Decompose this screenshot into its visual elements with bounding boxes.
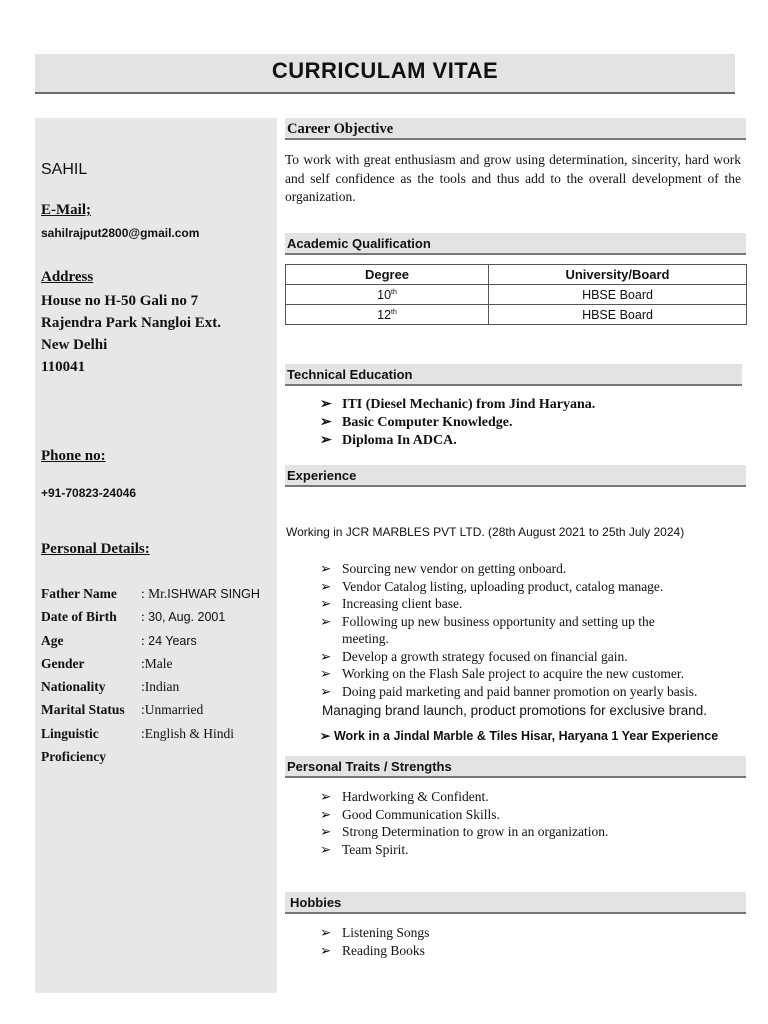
personal-sep: : (141, 702, 145, 717)
personal-value: 30, Aug. 2001 (148, 610, 226, 624)
arrow-bullet-icon: ➢ (320, 789, 332, 804)
arrow-bullet-icon: ➢ (320, 561, 332, 576)
personal-sep: : (141, 633, 145, 648)
address-line: New Delhi (41, 337, 108, 353)
arrow-bullet-icon: ➢ (320, 613, 332, 629)
candidate-name: SAHIL (41, 161, 88, 178)
email-label: E-Mail; (41, 202, 91, 218)
personal-value: Indian (144, 679, 180, 694)
table-row (286, 305, 747, 325)
personal-row-gender (41, 656, 173, 672)
list-item: ➢ Doing paid marketing and paid banner promotion on yearly basis. (320, 683, 698, 699)
arrow-bullet-icon: ➢ (320, 596, 332, 611)
personal-row-age (41, 633, 197, 649)
phone-value: +91-70823-24046 (41, 486, 137, 500)
arrow-bullet-icon: ➢ (320, 433, 332, 448)
arrow-bullet-icon: ➢ (320, 415, 332, 430)
academic-table (285, 264, 747, 325)
personal-value: English & Hindi (144, 726, 235, 741)
personal-traits-heading: Personal Traits / Strengths (285, 756, 746, 778)
arrow-bullet-icon: ➢ (320, 943, 332, 958)
degree-cell (286, 305, 489, 325)
experience-intro: Working in JCR MARBLES PVT LTD. (28th August 2021 to 25th July 2024) (286, 525, 685, 539)
personal-sep: : (141, 726, 145, 741)
address-line: Rajendra Park Nangloi Ext. (41, 315, 221, 331)
arrow-bullet-icon: ➢ (320, 397, 332, 412)
table-row (286, 285, 747, 305)
hobbies-list (320, 924, 429, 960)
experience-jindal-line: ➢ Work in a Jindal Marble & Tiles Hisar, Haryana 1 Year Experience (320, 729, 719, 743)
list-item: ➢ Good Communication Skills. (320, 806, 500, 822)
list-item: ➢ Strong Determination to grow in an organization. (320, 824, 609, 839)
list-item: ➢ Sourcing new vendor on getting onboard. (320, 561, 567, 576)
list-item-continuation: meeting. (342, 631, 389, 646)
list-item: ➢ Increasing client base. (320, 596, 463, 611)
arrow-bullet-icon: ➢ (320, 666, 332, 681)
column-header-board: University/Board (489, 265, 747, 285)
list-item: ➢ Team Spirit. (320, 841, 409, 857)
arrow-bullet-icon: ➢ (320, 824, 332, 839)
experience-extra-line: Managing brand launch, product promotions for exclusive brand. (322, 703, 707, 718)
table-header-row (286, 265, 747, 285)
address-line: House no H-50 Gali no 7 (41, 293, 199, 309)
arrow-bullet-icon: ➢ (320, 806, 332, 822)
career-objective-heading: Career Objective (285, 118, 746, 140)
technical-education-heading: Technical Education (285, 364, 742, 386)
personal-details-label: Personal Details: (41, 541, 150, 557)
personal-key: Gender (41, 656, 85, 671)
address-line: 110041 (41, 359, 86, 375)
degree-cell (286, 285, 489, 305)
arrow-bullet-icon: ➢ (320, 729, 331, 743)
degree-value: 12 (377, 307, 392, 322)
list-item: ➢ Listening Songs (320, 925, 430, 940)
board-cell: HBSE Board (489, 305, 747, 325)
academic-heading: Academic Qualification (285, 233, 746, 255)
personal-row-dob (41, 609, 225, 625)
arrow-bullet-icon: ➢ (320, 925, 332, 940)
list-item: ➢ Develop a growth strategy focused on financial gain. (320, 648, 628, 664)
traits-list (320, 788, 608, 858)
document-title: CURRICULAM VITAE (35, 54, 735, 94)
personal-key: Father Name (41, 586, 117, 601)
personal-value: Unmarried (144, 702, 204, 717)
arrow-bullet-icon: ➢ (320, 648, 332, 664)
column-header-degree: Degree (286, 265, 489, 285)
arrow-bullet-icon: ➢ (320, 841, 332, 857)
personal-value: Male (144, 656, 173, 671)
list-item: ➢ Following up new business opportunity and setting up the (320, 613, 655, 629)
hobbies-heading: Hobbies (285, 892, 746, 914)
career-objective-text: To work with great enthusiasm and grow using determination, sincerity, hard work and self confidence as the tools and thus add to the overall development of the organization. (285, 152, 741, 204)
list-item: ➢ ITI (Diesel Mechanic) from Jind Haryana. (320, 397, 596, 412)
personal-key: Linguistic (41, 726, 99, 741)
personal-row-nationality (41, 679, 179, 695)
personal-sep: : (141, 679, 145, 694)
personal-sep: : (141, 609, 145, 624)
phone-label: Phone no: (41, 448, 106, 464)
personal-row-marital (41, 702, 203, 718)
personal-sep: : Mr. (141, 586, 168, 601)
list-item: ➢ Reading Books (320, 943, 425, 958)
degree-value: 10 (377, 287, 392, 302)
arrow-bullet-icon: ➢ (320, 578, 332, 594)
personal-key: Nationality (41, 679, 106, 694)
list-item: ➢ Diploma In ADCA. (320, 433, 457, 448)
list-item: ➢ Basic Computer Knowledge. (320, 415, 513, 430)
list-item: ➢ Working on the Flash Sale project to acquire the new customer. (320, 666, 684, 681)
personal-key: Age (41, 633, 64, 648)
personal-row-linguistic (41, 726, 234, 742)
personal-row-father (41, 586, 260, 602)
personal-value: ISHWAR SINGH (167, 587, 260, 601)
list-item: ➢ Vendor Catalog listing, uploading product, catalog manage. (320, 578, 664, 594)
address-block (41, 290, 221, 378)
personal-row-proficiency (41, 749, 141, 765)
arrow-bullet-icon: ➢ (320, 683, 332, 699)
email-value: sahilrajput2800@gmail.com (41, 226, 200, 240)
personal-sep: : (141, 656, 145, 671)
experience-list (320, 560, 697, 700)
degree-suffix: th (391, 308, 397, 316)
address-label: Address (41, 269, 94, 285)
personal-key: Marital Status (41, 702, 125, 717)
board-cell: HBSE Board (489, 285, 747, 305)
experience-heading: Experience (285, 465, 746, 487)
personal-value: 24 Years (148, 634, 197, 648)
technical-list (320, 396, 595, 450)
list-item: ➢ Hardworking & Confident. (320, 789, 489, 804)
personal-key: Proficiency (41, 749, 106, 764)
degree-suffix: th (391, 288, 397, 296)
personal-key: Date of Birth (41, 609, 117, 624)
